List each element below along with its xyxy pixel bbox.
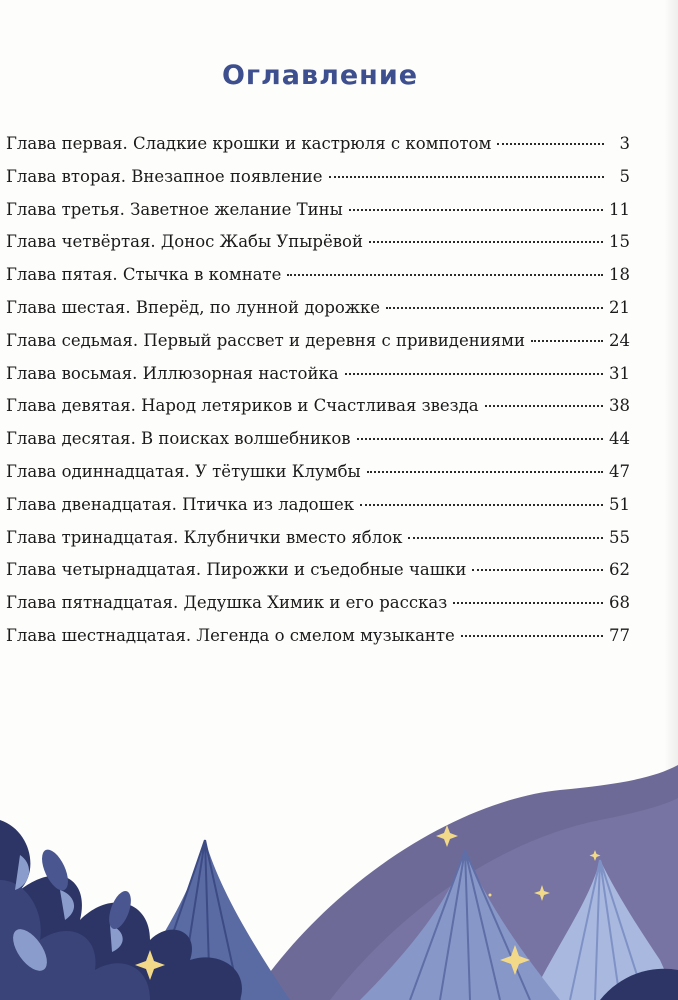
toc-chapter-title: Глава седьмая. Первый рассвет и деревня с привидениями <box>6 330 525 350</box>
star-dot <box>489 894 492 897</box>
toc-dot-leader <box>485 405 603 407</box>
toc-chapter-title: Глава шестнадцатая. Легенда о смелом музыканте <box>6 625 455 645</box>
toc-entry <box>6 626 630 659</box>
toc-dot-leader <box>360 504 603 506</box>
toc-entry <box>6 331 630 364</box>
toc-entry <box>6 462 630 495</box>
night-forest-illustration <box>0 760 678 1000</box>
toc-page-number: 38 <box>609 396 630 416</box>
toc-chapter-title: Глава вторая. Внезапное появление <box>6 166 323 186</box>
page-title: Оглавление <box>221 60 419 91</box>
toc-entry <box>6 528 630 561</box>
table-of-contents <box>6 134 630 659</box>
toc-page-number: 31 <box>609 363 630 383</box>
toc-dot-leader <box>472 569 603 571</box>
toc-chapter-title: Глава девятая. Народ летяриков и Счастливая звезда <box>6 396 479 416</box>
toc-page-number: 44 <box>609 429 630 449</box>
toc-entry <box>6 560 630 593</box>
toc-page-number: 11 <box>609 199 630 219</box>
toc-dot-leader <box>386 307 603 309</box>
toc-entry <box>6 167 630 200</box>
toc-dot-leader <box>497 143 604 145</box>
toc-entry <box>6 495 630 528</box>
toc-chapter-title: Глава пятнадцатая. Дедушка Химик и его рассказ <box>6 593 448 613</box>
toc-page-number: 68 <box>609 593 630 613</box>
toc-chapter-title: Глава восьмая. Иллюзорная настойка <box>6 363 339 383</box>
toc-page-number: 51 <box>609 494 630 514</box>
toc-dot-leader <box>329 176 604 178</box>
toc-chapter-title: Глава третья. Заветное желание Тины <box>6 199 343 219</box>
toc-page-number: 21 <box>609 297 630 317</box>
toc-page-number: 3 <box>619 134 630 153</box>
toc-chapter-title: Глава первая. Сладкие крошки и кастрюля с компотом <box>6 134 492 153</box>
toc-page-number: 62 <box>609 560 630 580</box>
toc-chapter-title: Глава шестая. Вперёд, по лунной дорожке <box>6 297 381 317</box>
toc-dot-leader <box>357 438 603 440</box>
toc-page-number: 47 <box>609 461 630 481</box>
toc-dot-leader <box>345 373 603 375</box>
toc-dot-leader <box>531 340 603 342</box>
toc-dot-leader <box>287 274 603 276</box>
toc-dot-leader <box>367 471 603 473</box>
toc-entry <box>6 200 630 233</box>
toc-entry <box>6 429 630 462</box>
toc-chapter-title: Глава тринадцатая. Клубнички вместо яблок <box>6 527 403 547</box>
toc-entry <box>6 265 630 298</box>
toc-page-number: 15 <box>609 232 630 252</box>
toc-dot-leader <box>461 635 603 637</box>
toc-chapter-title: Глава четырнадцатая. Пирожки и съедобные чашки <box>6 560 467 580</box>
toc-page-number: 5 <box>619 166 630 186</box>
toc-entry <box>6 364 630 397</box>
toc-dot-leader <box>349 209 603 211</box>
toc-dot-leader <box>369 241 603 243</box>
toc-chapter-title: Глава десятая. В поисках волшебников <box>6 429 351 449</box>
toc-chapter-title: Глава пятая. Стычка в комнате <box>6 265 282 285</box>
toc-entry <box>6 298 630 331</box>
toc-page-number: 77 <box>609 625 630 645</box>
toc-dot-leader <box>453 602 603 604</box>
toc-page-number: 24 <box>609 330 630 350</box>
toc-chapter-title: Глава двенадцатая. Птичка из ладошек <box>6 494 355 514</box>
toc-dot-leader <box>408 537 603 539</box>
toc-entry <box>6 232 630 265</box>
toc-page-number: 18 <box>609 265 630 285</box>
toc-entry <box>6 593 630 626</box>
toc-chapter-title: Глава одиннадцатая. У тётушки Клумбы <box>6 461 361 481</box>
toc-entry <box>6 396 630 429</box>
toc-chapter-title: Глава четвёртая. Донос Жабы Упырёвой <box>6 232 363 252</box>
toc-page-number: 55 <box>609 527 630 547</box>
toc-entry <box>6 134 630 167</box>
